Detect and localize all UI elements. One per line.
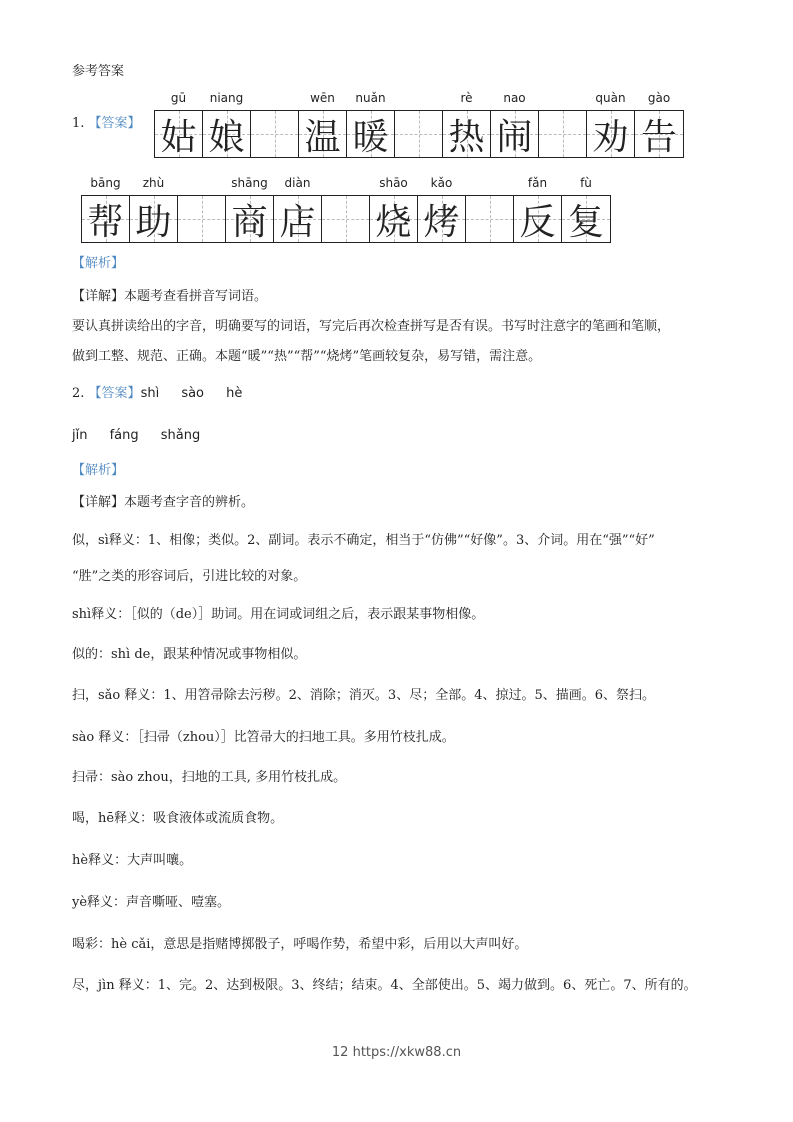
q2-explanation-line: yè释义：声音嘶哑、噎塞。 (72, 895, 231, 910)
grid-cell (82, 176, 130, 243)
cell-character: 温 (304, 116, 341, 158)
cell-pinyin: nuǎn (355, 91, 386, 105)
q2-answer-line-1: shì sào hè (140, 386, 243, 401)
grid-cell (635, 91, 683, 158)
cell-character: 娘 (208, 116, 245, 158)
cell-pinyin: gào (647, 91, 671, 105)
page-title: 参考答案 (72, 64, 125, 79)
grid-cell (395, 111, 443, 157)
cell-pinyin: shāng (231, 176, 268, 190)
cell-pinyin: zhù (142, 176, 165, 190)
grid-cell (274, 176, 322, 243)
q1-para-2: 做到工整、规范、正确。本题“暖”“热”“帮”“烧烤”笔画较复杂，易写错，需注意。 (72, 349, 542, 364)
grid-cell (178, 196, 226, 242)
cell-pinyin: wēn (310, 91, 335, 105)
cell-pinyin: quàn (595, 91, 626, 105)
cell-pinyin: gū (170, 91, 187, 105)
cell-character: 姑 (160, 116, 197, 158)
cell-character: 闹 (496, 116, 533, 158)
grid-cell (347, 91, 395, 158)
cell-character: 助 (135, 201, 172, 243)
grid-cell (443, 91, 491, 158)
q2-analysis-tag: 【解析】 (72, 463, 125, 478)
grid-cell (491, 91, 539, 158)
grid-cell (155, 91, 203, 158)
q2-explanation-line: 【详解】本题考查字音的辨析。 (72, 495, 255, 510)
cell-character: 劝 (592, 116, 629, 158)
grid-cell (299, 91, 347, 158)
cell-pinyin: shāo (379, 176, 408, 190)
q1-answer-tag: 【答案】 (88, 116, 141, 131)
q2-answer-tag: 【答案】 (88, 386, 141, 401)
cell-character: 告 (640, 116, 677, 158)
q2-explanation-line: sào 释义：［扫帚（zhou）］比笤帚大的扫地工具。多用竹枝扎成。 (72, 730, 455, 745)
cell-pinyin: niang (209, 91, 244, 105)
q1-number: 1. (72, 116, 85, 131)
grid-cell (203, 91, 251, 158)
q2-explanation-line: 扫帚：sào zhou，扫地的工具, 多用竹枝扎成。 (72, 770, 347, 785)
q2-explanation-line: 扫，sǎo 释义：1、用笤帚除去污秽。2、消除；消灭。3、尽；全部。4、掠过。5、描画。6、祭扫。 (72, 688, 656, 703)
grid-cell (562, 176, 610, 243)
cell-character: 反 (519, 201, 556, 243)
q2-explanation-line: 喝，hē释义：吸食液体或流质食物。 (72, 811, 284, 826)
q2-explanation-line: “胜”之类的形容词后，引进比较的对象。 (72, 569, 307, 584)
q1-analysis-tag: 【解析】 (72, 256, 125, 271)
q2-number: 2. (72, 386, 85, 401)
cell-character (322, 196, 369, 242)
q2-explanation-line: shì释义：［似的（de）］助词。用在词或词组之后，表示跟某事物相像。 (72, 607, 485, 622)
q1-para-1: 要认真拼读给出的字音，明确要写的词语，写完后再次检查拼写是否有误。书写时注意字的笔画和笔顺， (72, 319, 671, 334)
cell-pinyin: rè (460, 91, 473, 105)
cell-pinyin: diàn (284, 176, 311, 190)
grid-cell (466, 196, 514, 242)
grid-cell (226, 176, 274, 243)
cell-character (251, 111, 298, 157)
q2-answer-line-2: jǐn fáng shǎng (72, 428, 201, 443)
cell-character: 暖 (352, 116, 389, 158)
cell-character: 烧 (375, 201, 412, 243)
grid-cell (251, 111, 299, 157)
q2-explanation-line: 喝彩：hè cǎi，意思是指赌博掷骰子，呼喝作势，希望中彩，后用以大声叫好。 (72, 937, 528, 952)
q2-explanation-line: hè释义：大声叫嚷。 (72, 853, 193, 868)
grid-cell (418, 176, 466, 243)
cell-character: 复 (567, 201, 604, 243)
q2-label (72, 386, 242, 402)
cell-pinyin: bāng (90, 176, 121, 190)
grid-cell (514, 176, 562, 243)
grid-cell (322, 196, 370, 242)
q2-explanation-line: 似，sì释义：1、相像；类似。2、副词。表示不确定，相当于“仿佛”“好像”。3、介词。用在“强”“好” (72, 533, 655, 548)
grid-cell (130, 176, 178, 243)
cell-character: 热 (448, 116, 485, 158)
q1-detail: 【详解】本题考查看拼音写词语。 (72, 289, 268, 304)
cell-character (178, 196, 225, 242)
cell-character: 帮 (87, 201, 124, 243)
q1-label (72, 116, 141, 132)
cell-character: 店 (279, 201, 316, 243)
cell-character (395, 111, 442, 157)
cell-character (466, 196, 513, 242)
cell-pinyin: fǎn (527, 176, 548, 190)
grid-cell (370, 176, 418, 243)
page-footer: 12 https://xkw88.cn (331, 1045, 462, 1060)
cell-pinyin: nao (503, 91, 526, 105)
cell-character: 商 (231, 201, 268, 243)
cell-character: 烤 (423, 201, 460, 243)
grid-cell (539, 111, 587, 157)
q2-explanation-line: 似的：shì de，跟某种情况或事物相似。 (72, 647, 307, 662)
q2-explanation-line: 尽，jìn 释义：1、完。2、达到极限。3、终结；结束。4、全部使出。5、竭力做到。6、死亡。7、所有的。 (72, 978, 697, 993)
grid-cell (587, 91, 635, 158)
cell-character (539, 111, 586, 157)
cell-pinyin: fù (580, 176, 592, 190)
pinyin-grid-row-2 (81, 176, 611, 243)
pinyin-grid-row-1 (154, 91, 684, 158)
cell-pinyin: kǎo (430, 176, 453, 190)
